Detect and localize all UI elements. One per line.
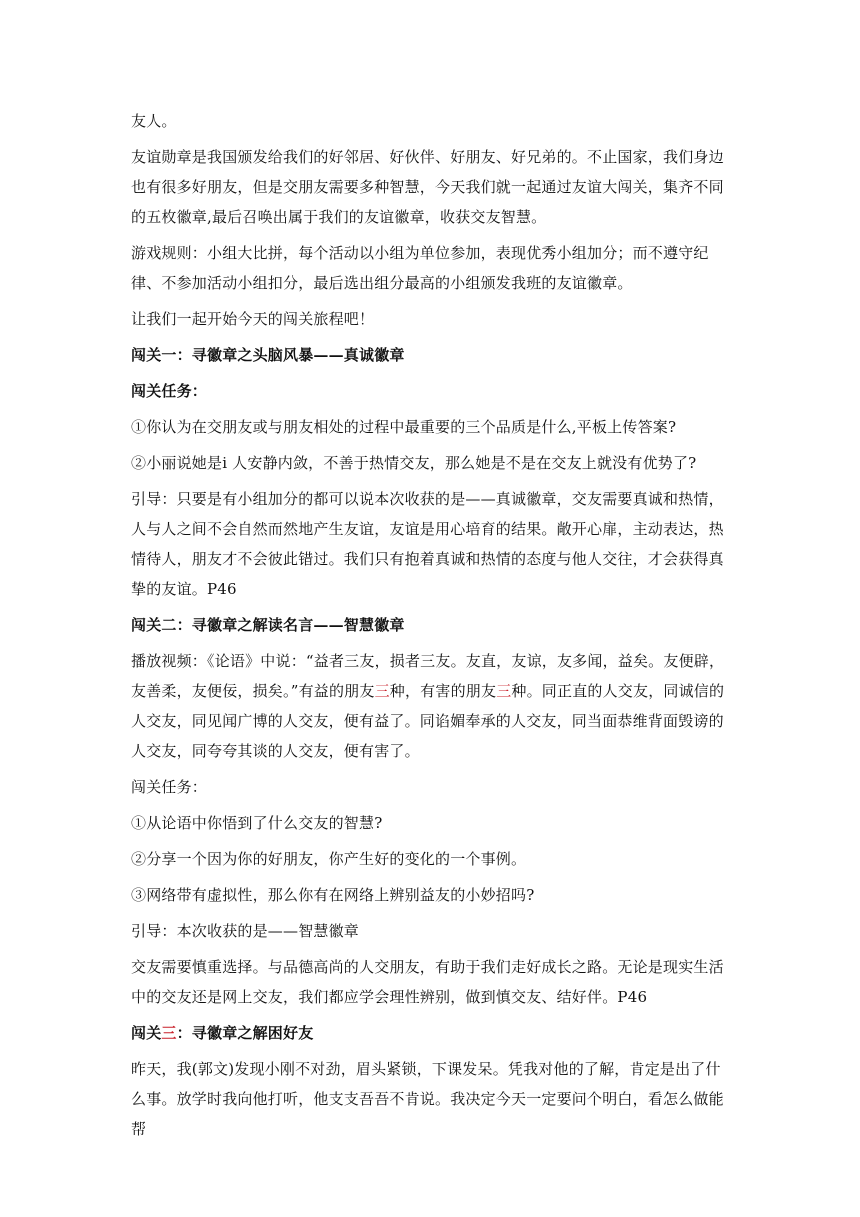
paragraph-closing: 友人。 [131, 112, 177, 130]
level2-video-text [131, 646, 731, 766]
level3-title-part2: ：寻徽章之解困好友 [176, 1024, 314, 1042]
video-text-red-1: 三 [374, 682, 390, 700]
level3-title-part1: 闯关 [131, 1024, 162, 1042]
video-text-red-2: 三 [496, 682, 512, 700]
level1-guide: 引导：只要是有小组加分的都可以说本次收获的是——真诚徽章，交友需要真诚和热情，人与人之间不会自然而然地产生友谊，友谊是用心培育的结果。敞开心扉，主动表达，热情待人，朋友才不会彼此错过。我们只有抱着真诚和热情的态度与他人交往，才会获得真挚的友谊。P46 [131, 490, 724, 598]
level1-title: 闯关一：寻徽章之头脑风暴——真诚徽章 [131, 346, 405, 364]
level3-title-red: 三 [161, 1024, 177, 1042]
video-text-part2: 种，有害的朋友 [389, 682, 497, 700]
level2-question-1: ①从论语中你悟到了什么交友的智慧? [131, 814, 383, 832]
level1-question-1: ①你认为在交朋友或与朋友相处的过程中最重要的三个品质是什么,平板上传答案? [131, 418, 677, 436]
document-body [131, 106, 731, 1150]
level3-story: 昨天，我(郭文)发现小刚不对劲，眉头紧锁，下课发呆。凭我对他的了解，肯定是出了什么事。放学时我向他打听，他支支吾吾不肯说。我决定今天一定要问个明白，看怎么做能帮 [131, 1060, 724, 1138]
level3-title [131, 1018, 731, 1048]
level2-summary: 交友需要慎重选择。与品德高尚的人交朋友，有助于我们走好成长之路。无论是现实生活中的交友还是网上交友，我们都应学会理性辨别，做到慎交友、结好伴。P46 [131, 958, 724, 1006]
paragraph-game-rules: 游戏规则：小组大比拼，每个活动以小组为单位参加，表现优秀小组加分；而不遵守纪律、不参加活动小组扣分，最后选出组分最高的小组颁发我班的友谊徽章。 [131, 244, 709, 292]
video-text-part3: 种。同正直的人交友，同诚信的人交友，同见闻广博的人交友，便有益了。同谄媚奉承的人交友，同当面恭维背面毁谤的人交友，同夸夸其谈的人交友，便有害了。 [131, 682, 725, 760]
level2-title: 闯关二：寻徽章之解读名言——智慧徽章 [131, 616, 405, 634]
level2-question-3: ③网络带有虚拟性，那么你有在网络上辨别益友的小妙招吗? [131, 886, 535, 904]
level2-question-2: ②分享一个因为你的好朋友，你产生好的变化的一个事例。 [131, 850, 527, 868]
level1-task-label: 闯关任务： [131, 382, 208, 400]
video-text-part1: 播放视频：《论语》中说：“益者三友，损者三友。友直，友谅，友多闻，益矣。友便辟，友善柔，友便佞，损矣。”有益的朋友 [131, 652, 725, 700]
paragraph-start: 让我们一起开始今天的闯关旅程吧！ [131, 310, 375, 328]
level1-question-2: ②小丽说她是i 人安静内敛，不善于热情交友，那么她是不是在交友上就没有优势了? [131, 454, 697, 472]
level2-task-label: 闯关任务： [131, 778, 208, 796]
level2-guide: 引导：本次收获的是——智慧徽章 [131, 922, 360, 940]
paragraph-intro: 友谊勋章是我国颁发给我们的好邻居、好伙伴、好朋友、好兄弟的。不止国家，我们身边也有很多好朋友，但是交朋友需要多种智慧，今天我们就一起通过友谊大闯关，集齐不同的五枚徽章,最后召唤出属于我们的友谊徽章，收获交友智慧。 [131, 148, 724, 226]
